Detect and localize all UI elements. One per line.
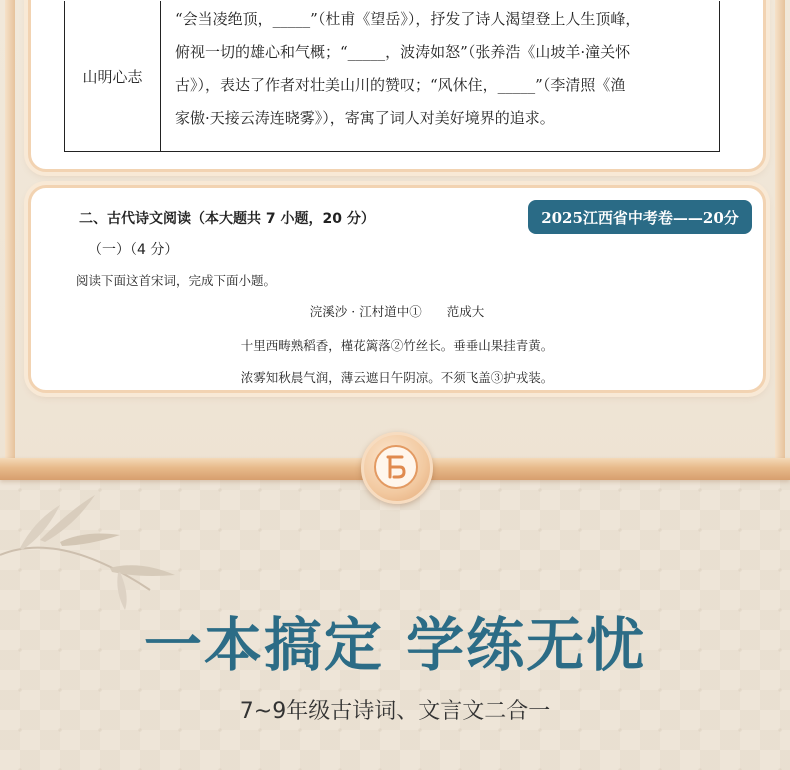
bamboo-decoration <box>0 480 200 610</box>
table-category-cell: 山明心志 <box>65 1 161 151</box>
headline: 一本搞定 学练无忧 <box>143 611 647 679</box>
table-line: 家傲·天接云涛连晓雾》），寄寓了词人对美好境界的追求。 <box>175 109 555 127</box>
subheadline: 7~9年级古诗词、文言文二合一 <box>239 699 551 724</box>
poem-title: 浣溪沙 · 江村道中① 范成大 <box>309 304 485 319</box>
poem-line: 浓雾知秋晨气润，薄云遮日午阴凉。不须飞盖③护戎装。 <box>240 370 554 385</box>
section-title: 二、古代诗文阅读（本大题共 7 小题，20 分） <box>79 211 375 227</box>
table-content-cell <box>175 3 723 135</box>
brand-logo <box>361 432 433 504</box>
table-line: 古》），表达了作者对壮美山川的赞叹；“风休住，_____”（李清照《渔 <box>175 76 626 94</box>
fill-in-table <box>64 1 720 152</box>
right-rail <box>775 0 785 460</box>
logo-mark-icon <box>376 447 416 487</box>
question-subtitle: （一）（4 分） <box>88 242 179 258</box>
logo-ring <box>374 445 418 489</box>
exam-source-badge: 2025江西省中考卷——20分 <box>528 200 752 234</box>
fill-in-table-card <box>28 0 766 172</box>
table-line: 俯视一切的雄心和气概；“_____，波涛如怒”（张养浩《山坡羊·潼关怀 <box>175 43 631 61</box>
instruction-text: 阅读下面这首宋词，完成下面小题。 <box>76 273 277 288</box>
poem-line: 十里西畴熟稻香，槿花篱落②竹丝长。垂垂山果挂青黄。 <box>240 338 554 353</box>
left-rail <box>5 0 15 460</box>
table-line: “会当凌绝顶，_____”（杜甫《望岳》），抒发了诗人渴望登上人生顶峰， <box>175 10 641 28</box>
poem-reading-card <box>28 185 766 393</box>
